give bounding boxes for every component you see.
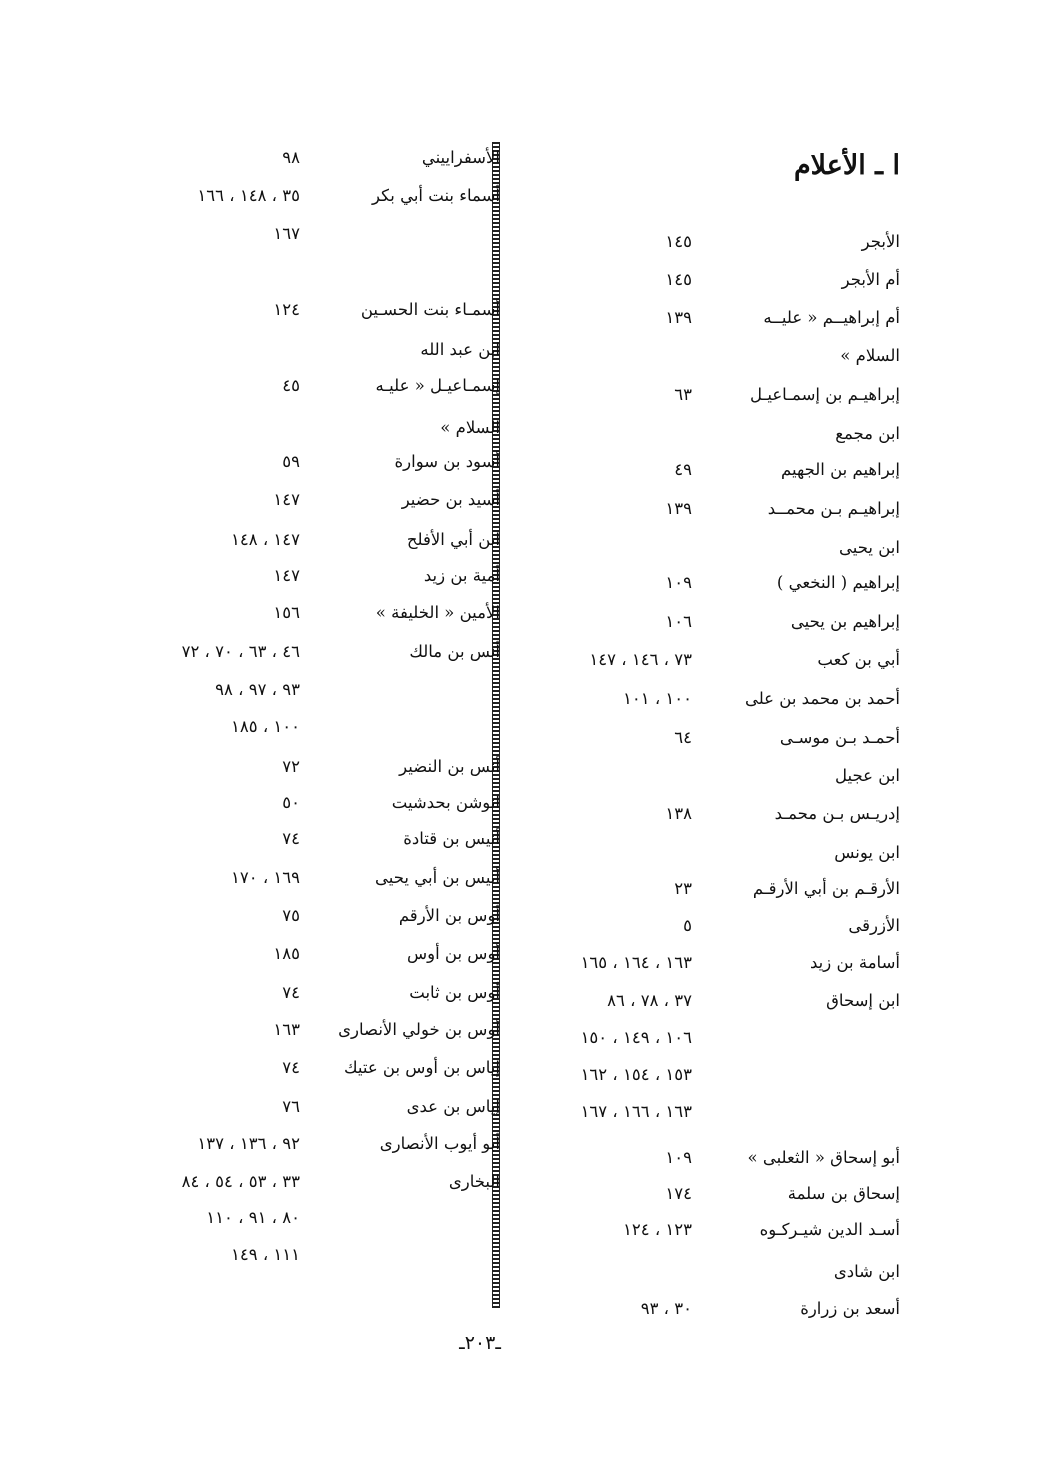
entry-name: إياس بن أوس بن عتيك xyxy=(343,1058,500,1077)
entry-pages: ٥ xyxy=(683,916,692,935)
entry-name: أوس بن خولي الأنصارى xyxy=(338,1020,500,1039)
index-entry xyxy=(110,340,500,370)
index-entry xyxy=(520,346,900,376)
entry-pages: ٣٥ ، ١٤٨ ، ١٦٦ xyxy=(197,186,300,205)
entry-name: أحمد بن محمد بن على xyxy=(744,689,900,708)
index-entry xyxy=(520,538,900,568)
entry-name: أنيس بن قتادة xyxy=(403,829,500,848)
entry-name: أسامة بن زيد xyxy=(810,953,900,972)
index-entry xyxy=(110,300,500,330)
index-entry xyxy=(110,186,500,216)
entry-name: أوس بن ثابت xyxy=(409,983,500,1002)
entry-pages: ١٦٧ xyxy=(273,224,300,243)
entry-name: ابن شادى xyxy=(833,1262,900,1281)
entry-name: أوس بن أوس xyxy=(406,944,500,963)
index-entry xyxy=(110,224,500,254)
index-entry xyxy=(520,1148,900,1178)
entry-pages: ٣٠ ، ٩٣ xyxy=(640,1299,692,1318)
entry-name: أسعد بن زرارة xyxy=(800,1299,900,1318)
entry-pages: ١٨٥ xyxy=(273,944,300,963)
entry-name: أمية بن زيد xyxy=(423,566,500,585)
entry-pages: ٩٢ ، ١٣٦ ، ١٣٧ xyxy=(197,1134,300,1153)
entry-pages: ١٠٠ ، ١٨٥ xyxy=(230,717,300,736)
index-entry xyxy=(110,1097,500,1127)
index-entry xyxy=(520,424,900,454)
entry-name: أسماء بنت أبي بكر xyxy=(372,186,500,205)
entry-name: السلام » xyxy=(840,346,900,365)
index-entry xyxy=(520,499,900,529)
entry-name: الأرقـم بن أبي الأرقـم xyxy=(752,879,900,898)
index-entry xyxy=(110,376,500,406)
entry-pages: ٥٠ xyxy=(282,793,300,812)
entry-pages: ١٠٩ xyxy=(665,1148,692,1167)
entry-pages: ١٦٣ ، ١٦٤ ، ١٦٥ xyxy=(580,953,692,972)
entry-pages: ١٣٩ xyxy=(665,308,692,327)
entry-pages: ١٤٥ xyxy=(665,270,692,289)
entry-pages: ١٢٣ ، ١٢٤ xyxy=(622,1220,692,1239)
entry-pages: ٩٣ ، ٩٧ ، ٩٨ xyxy=(215,680,300,699)
entry-pages: ٧٢ xyxy=(282,757,300,776)
index-entry xyxy=(520,612,900,642)
entry-name: إبراهيـم بن إسمـاعيـل xyxy=(750,385,900,404)
entry-pages: ١٥٦ xyxy=(273,603,300,622)
entry-name: الأزرقى xyxy=(848,916,900,935)
index-entry xyxy=(110,1134,500,1164)
index-entry xyxy=(110,717,500,747)
entry-name: إسمـاعيـل « عليـه xyxy=(375,376,500,395)
entry-name: ابن إسحاق xyxy=(826,991,900,1010)
entry-name: ابن عبد الله xyxy=(420,340,500,359)
index-entry xyxy=(520,573,900,603)
entry-pages: ٧٤ xyxy=(282,829,300,848)
entry-name: أسمـاء بنت الحسـين xyxy=(360,300,500,319)
entry-name: إسحاق بن سلمة xyxy=(787,1184,900,1203)
entry-pages: ٨٠ ، ٩١ ، ١١٠ xyxy=(206,1208,300,1227)
index-entry xyxy=(520,1299,900,1329)
index-entry xyxy=(520,689,900,719)
index-entry xyxy=(520,232,900,262)
entry-pages: ٧٦ xyxy=(282,1097,300,1116)
entry-name: الأبجر xyxy=(861,232,900,251)
index-entry xyxy=(110,1058,500,1088)
index-entry xyxy=(110,757,500,787)
index-entry xyxy=(110,1245,500,1275)
index-entry xyxy=(110,906,500,936)
index-entry xyxy=(110,1208,500,1238)
page-number: ـ٢٠٣ـ xyxy=(459,1332,501,1354)
index-entry xyxy=(110,680,500,710)
index-entry xyxy=(520,650,900,680)
entry-pages: ١٤٧ xyxy=(273,566,300,585)
index-entry xyxy=(520,1220,900,1250)
index-entry xyxy=(520,460,900,490)
entry-pages: ٧٤ xyxy=(282,983,300,1002)
entry-pages: ٧٣ ، ١٤٦ ، ١٤٧ xyxy=(589,650,692,669)
entry-name: إبراهيم ( النخعي ) xyxy=(776,573,900,592)
entry-name: ابن مجمع xyxy=(835,424,900,443)
index-entry xyxy=(110,1020,500,1050)
entry-name: البخارى xyxy=(448,1172,500,1191)
index-entry xyxy=(110,603,500,633)
index-entry xyxy=(110,418,500,448)
entry-name: أحمـد بـن موسـى xyxy=(779,728,900,747)
entry-pages: ١٠٩ xyxy=(665,573,692,592)
index-entry xyxy=(110,829,500,859)
entry-name: أوس بن الأرقم xyxy=(398,906,500,925)
entry-name: أم إبراهيــم « عليــه xyxy=(763,308,900,327)
index-entry xyxy=(520,1028,900,1058)
section-title: ا ـ الأعلام xyxy=(793,150,900,181)
entry-name: أم الأبجر xyxy=(841,270,900,289)
entry-name: أسيد بن حضير xyxy=(401,490,500,509)
entry-pages: ١٠٦ xyxy=(665,612,692,631)
index-entry xyxy=(110,793,500,823)
entry-pages: ١٠٦ ، ١٤٩ ، ١٥٠ xyxy=(580,1028,692,1047)
entry-pages: ١١١ ، ١٤٩ xyxy=(230,1245,300,1264)
index-entry xyxy=(520,1065,900,1095)
entry-pages: ٢٣ xyxy=(674,879,692,898)
entry-name: انوشن بحدشيت xyxy=(391,793,500,812)
entry-pages: ٤٩ xyxy=(674,460,692,479)
index-entry xyxy=(110,944,500,974)
entry-name: أسـد الدين شيـركـوه xyxy=(759,1220,900,1239)
entry-name: أبي بن كعب xyxy=(817,650,900,669)
index-entry xyxy=(110,490,500,520)
entry-pages: ١٦٣ ، ١٦٦ ، ١٦٧ xyxy=(580,1102,692,1121)
index-entry xyxy=(520,728,900,758)
index-entry xyxy=(520,953,900,983)
entry-pages: ١٤٧ xyxy=(273,490,300,509)
index-entry xyxy=(520,766,900,796)
entry-name: إياس بن عدى xyxy=(406,1097,500,1116)
index-entry xyxy=(110,566,500,596)
entry-name: ابن أبي الأفلح xyxy=(406,530,500,549)
index-entry xyxy=(110,868,500,898)
entry-pages: ١٥٣ ، ١٥٤ ، ١٦٢ xyxy=(580,1065,692,1084)
index-entry xyxy=(520,916,900,946)
index-entry xyxy=(520,1102,900,1132)
entry-name: الأمين « الخليفة » xyxy=(375,603,500,622)
entry-name: الأسفراييني xyxy=(421,148,500,167)
entry-pages: ٦٤ xyxy=(674,728,692,747)
entry-name: إبراهيـم بـن محمــد xyxy=(767,499,900,518)
entry-pages: ٣٧ ، ٧٨ ، ٨٦ xyxy=(607,991,692,1010)
index-entry xyxy=(520,308,900,338)
entry-pages: ١٢٤ xyxy=(273,300,300,319)
entry-name: ابن عجيل xyxy=(835,766,900,785)
entry-name: إبراهيم بن الجهيم xyxy=(781,460,900,479)
index-entry xyxy=(520,270,900,300)
entry-pages: ١٤٥ xyxy=(665,232,692,251)
entry-pages: ٤٦ ، ٦٣ ، ٧٠ ، ٧٢ xyxy=(181,642,300,661)
entry-pages: ٧٤ xyxy=(282,1058,300,1077)
entry-pages: ٧٥ xyxy=(282,906,300,925)
entry-name: أبو إسحاق « الثعلبى » xyxy=(747,1148,900,1167)
entry-name: أبو أيوب الأنصارى xyxy=(379,1134,500,1153)
entry-pages: ١٤٧ ، ١٤٨ xyxy=(230,530,300,549)
entry-name: أنس بن النضير xyxy=(399,757,500,776)
entry-pages: ٤٥ xyxy=(282,376,300,395)
entry-name: أنس بن مالك xyxy=(409,642,500,661)
entry-pages: ١٣٩ xyxy=(665,499,692,518)
entry-name: إدريـس بـن محمـد xyxy=(774,804,900,823)
index-entry xyxy=(110,1172,500,1202)
index-entry xyxy=(110,148,500,178)
index-entry xyxy=(520,879,900,909)
index-entry xyxy=(520,804,900,834)
entry-pages: ١٠٠ ، ١٠١ xyxy=(622,689,692,708)
entry-pages: ١٦٩ ، ١٧٠ xyxy=(230,868,300,887)
index-entry xyxy=(520,991,900,1021)
index-entry xyxy=(110,983,500,1013)
index-entry xyxy=(110,642,500,672)
entry-name: إبراهيم بن يحيى xyxy=(790,612,900,631)
entry-pages: ١٧٤ xyxy=(665,1184,692,1203)
entry-pages: ٩٨ xyxy=(282,148,300,167)
index-entry xyxy=(520,1184,900,1214)
entry-name: ابن يحيى xyxy=(839,538,900,557)
index-entry xyxy=(520,843,900,873)
index-entry xyxy=(520,385,900,415)
entry-pages: ١٦٣ xyxy=(273,1020,300,1039)
entry-name: السلام » xyxy=(440,418,500,437)
index-entry xyxy=(110,530,500,560)
entry-name: أنيس بن أبي يحيى xyxy=(375,868,500,887)
index-entry xyxy=(520,1262,900,1292)
entry-pages: ٣٣ ، ٥٣ ، ٥٤ ، ٨٤ xyxy=(181,1172,300,1191)
entry-pages: ٥٩ xyxy=(282,452,300,471)
entry-name: ابن يونس xyxy=(834,843,900,862)
index-entry xyxy=(110,452,500,482)
entry-name: أسود بن سوارة xyxy=(394,452,500,471)
entry-pages: ١٣٨ xyxy=(665,804,692,823)
entry-pages: ٦٣ xyxy=(674,385,692,404)
